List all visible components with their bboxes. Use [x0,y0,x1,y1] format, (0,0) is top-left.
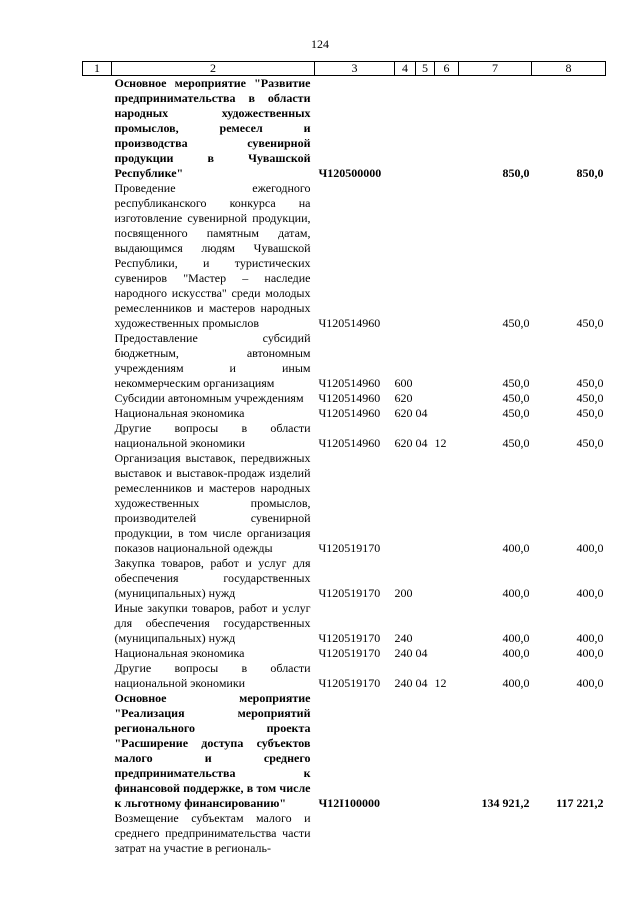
row-expense-type: 620 [394,391,413,405]
row-subsection [435,601,459,646]
page-number: 124 [311,37,329,51]
row-name: Проведение ежегодного республиканского конкурса на изготовление сувенирной продукции, посвященного памятным датам, выдающимся людям Чувашской Республики, и туристических сувениров "Мастер – наследие народного искусства" среди молодых ремесленников и мастеров народных художественных промыслов [114,181,311,330]
row-amount-year-1: 450,0 [502,391,530,405]
row-subsection [435,406,459,421]
row-name: Основное мероприятие "Развитие предпринимательства в области народных художественных промыслов, ремесел и производства сувенирной продукции в Чувашской Республике" [114,76,311,180]
header-col-8: 8 [532,62,606,76]
table-row [83,661,606,691]
table-row [83,811,606,856]
table-row [83,406,606,421]
row-amount-year-2: 450,0 [576,376,604,390]
budget-table [82,61,606,856]
row-expense-type [395,451,416,556]
row-expense-type: 620 [394,436,413,450]
row-name: Основное мероприятие "Реализация мероприятий регионального проекта "Расширение доступа субъектов малого и среднего предпринимательства к финансовой поддержке, в том числе к льготному финансированию" [114,691,311,810]
row-expense-type: 620 [394,406,413,420]
row-amount-year-1: 400,0 [502,631,530,645]
row-target-code: Ч120514960 [318,391,381,405]
row-expense-type: 600 [394,376,413,390]
row-section [416,811,435,856]
row-target-code: Ч120519170 [318,541,381,555]
row-number-cell [83,391,112,406]
row-subsection [435,556,459,601]
row-name: Субсидии автономным учреждениям [114,391,304,405]
row-amount-year-1: 134 921,2 [481,796,530,810]
row-subsection [435,181,459,331]
row-amount-year-2: 117 221,2 [556,796,604,810]
row-number-cell [83,76,112,182]
row-target-code: Ч120500000 [318,166,382,180]
row-name: Организация выставок, передвижных выставок и выставок-продаж изделий ремесленников и мастеров народных художественных промыслов, производителей сувенирной продукции, в том числе организация показов национальной одежды [114,451,311,555]
row-expense-type [395,76,416,182]
row-amount-year-2: 400,0 [576,541,604,555]
row-subsection [435,811,459,856]
row-target-code: Ч120519170 [318,676,381,690]
table-body [83,76,606,857]
row-number-cell [83,601,112,646]
row-name: Другие вопросы в области национальной экономики [114,421,311,450]
table-row [83,421,606,451]
row-number-cell [83,421,112,451]
row-target-code: Ч120514960 [318,316,381,330]
table-row [83,691,606,811]
row-subsection [435,691,459,811]
row-expense-type: 240 [394,646,413,660]
row-expense-type [395,811,416,856]
row-target-code: Ч120514960 [318,406,381,420]
row-number-cell [83,331,112,391]
row-section [416,391,435,406]
row-target-code [315,811,395,856]
row-section [416,76,435,182]
row-name: Предоставление субсидий бюджетным, автономным учреждениям и иным некоммерческим организациям [114,331,311,390]
row-amount-year-1: 400,0 [502,586,530,600]
row-number-cell [83,451,112,556]
row-name: Закупка товаров, работ и услуг для обеспечения государственных (муниципальных) нужд [114,556,311,600]
row-amount-year-1: 850,0 [502,166,530,180]
row-amount-year-1: 450,0 [502,316,530,330]
row-section: 04 [415,676,428,690]
row-target-code: Ч120519170 [318,646,381,660]
header-col-3: 3 [315,62,395,76]
row-subsection: 12 [434,676,447,690]
header-col-4: 4 [395,62,416,76]
row-section [416,331,435,391]
row-name: Иные закупки товаров, работ и услуг для обеспечения государственных (муниципальных) нужд [114,601,311,645]
row-number-cell [83,646,112,661]
row-name: Другие вопросы в области национальной экономики [114,661,311,690]
row-number-cell [83,406,112,421]
row-amount-year-2: 450,0 [576,391,604,405]
table-row [83,391,606,406]
row-name: Национальная экономика [114,646,245,660]
row-amount-year-2: 400,0 [576,631,604,645]
table-row [83,331,606,391]
table-row [83,451,606,556]
row-amount-year-1: 450,0 [502,406,530,420]
row-amount-year-1 [459,811,532,856]
header-col-6: 6 [435,62,459,76]
row-section [416,556,435,601]
row-section [416,601,435,646]
row-amount-year-1: 400,0 [502,676,530,690]
row-amount-year-1: 450,0 [502,436,530,450]
table-row [83,601,606,646]
row-amount-year-2: 450,0 [576,436,604,450]
row-amount-year-1: 400,0 [502,541,530,555]
row-subsection [435,76,459,182]
row-target-code: Ч120519170 [318,631,381,645]
row-section [416,451,435,556]
row-target-code: Ч12I100000 [318,796,380,810]
row-target-code: Ч120514960 [318,376,381,390]
header-col-2: 2 [112,62,315,76]
column-number-header [83,62,606,76]
row-subsection [435,391,459,406]
table-row [83,646,606,661]
row-expense-type [395,691,416,811]
row-amount-year-2: 400,0 [576,646,604,660]
row-expense-type [395,181,416,331]
row-amount-year-2: 850,0 [576,166,604,180]
row-number-cell [83,811,112,856]
row-amount-year-2: 400,0 [576,676,604,690]
row-expense-type: 240 [394,631,413,645]
row-number-cell [83,661,112,691]
row-target-code: Ч120514960 [318,436,381,450]
table-row [83,556,606,601]
row-section: 04 [415,406,428,420]
row-amount-year-2: 400,0 [576,586,604,600]
row-number-cell [83,181,112,331]
row-section: 04 [415,436,428,450]
row-amount-year-1: 400,0 [502,646,530,660]
row-section: 04 [415,646,428,660]
row-subsection [435,646,459,661]
table-row [83,76,606,182]
row-section [416,181,435,331]
table-row [83,181,606,331]
row-name: Национальная экономика [114,406,245,420]
row-section [416,691,435,811]
header-col-1: 1 [83,62,112,76]
header-col-5: 5 [416,62,435,76]
row-amount-year-1: 450,0 [502,376,530,390]
row-number-cell [83,556,112,601]
row-subsection: 12 [434,436,447,450]
row-subsection [435,451,459,556]
header-col-7: 7 [459,62,532,76]
row-amount-year-2 [532,811,606,856]
row-target-code: Ч120519170 [318,586,381,600]
row-amount-year-2: 450,0 [576,406,604,420]
row-subsection [435,331,459,391]
row-expense-type: 200 [394,586,413,600]
row-amount-year-2: 450,0 [576,316,604,330]
row-expense-type: 240 [394,676,413,690]
row-name: Возмещение субъектам малого и среднего предпринимательства части затрат на участие в региональ- [114,811,311,855]
row-number-cell [83,691,112,811]
